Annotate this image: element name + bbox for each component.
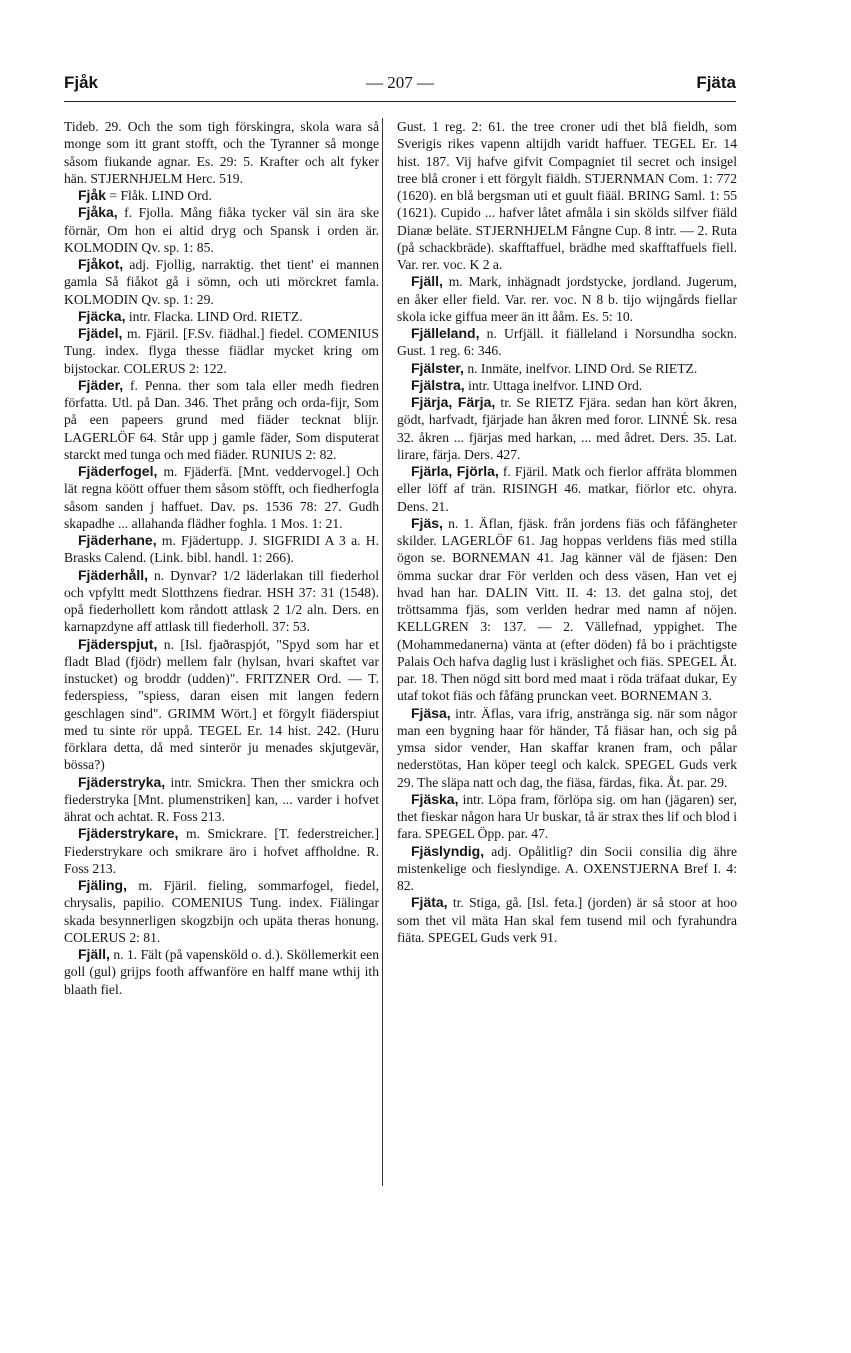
dictionary-entry xyxy=(64,377,379,463)
entry-headword: Fjälleland, xyxy=(411,325,480,341)
dictionary-entry xyxy=(64,774,379,826)
entry-text: intr. Smickra. Then ther smickra och fiederstryka [Mnt. plumenstriken] kan, ... varder i hofvet ährat och achtat. R. Foss 213. xyxy=(64,774,379,824)
entry-text: tr. Se RIETZ Fjära. sedan han kört åkren, gödt, harfvadt, fjärjade han åkren med foror. LINNÉ Sk. resa 32. åkren ... fjärjas med harkan, ... med ådret. Ders. 35. Lat. lirare, färja. Ders. 427. xyxy=(397,395,737,462)
entry-headword: Fjäderstryka, xyxy=(78,773,166,790)
dictionary-entry xyxy=(397,377,737,394)
dictionary-entry xyxy=(64,463,379,532)
entry-headword: Fjäll, xyxy=(78,946,110,962)
header-right-word: Fjäta xyxy=(696,73,736,92)
entry-headword: Fjädel, xyxy=(78,325,123,341)
entry-headword: Fjärja, Färja, xyxy=(411,394,496,410)
entry-text: m. Fjäderfä. [Mnt. veddervogel.] Och lät regna köött offuer them såsom stöfft, och fiedherfogla såsom sanden j haffuet. Dav. ps. 1536 78: 27. Gudh skapadhe ... allahanda flädher foghla. 1 Mos. 1: 21. xyxy=(64,464,379,531)
entry-text: Tideb. 29. Och the som tigh förskingra, skola wara så monge som itt grant stofft, och the Tyranner så monge såsom fiukande agnar. Es. 29: 5. Krafter och alt fyker hän. STJERNHJELM Herc. 519. xyxy=(64,119,379,186)
dictionary-entry xyxy=(64,187,379,204)
entry-headword: Fjåk xyxy=(78,187,107,203)
entry-text: adj. Fjollig, narraktig. thet tient' ei mannen gamla Så fiåkot gå i sömn, och uti mörckret famla. KOLMODIN Qv. sp. 1: 29. xyxy=(64,257,379,307)
entry-headword: Fjäderhane, xyxy=(78,532,157,548)
dictionary-entry xyxy=(64,877,379,946)
entry-headword: Fjäll, xyxy=(411,273,443,290)
entry-text: n. Inmäte, inelfvor. LIND Ord. Se RIETZ. xyxy=(467,360,698,376)
entry-text: adj. Opålitlig? din Socii consilia dig ähre mistenkelige och fieslyndige. A. OXENSTJERNA Bref I. 4: 82. xyxy=(397,843,737,893)
dictionary-entry xyxy=(64,532,379,567)
entry-text: m. Fjäril. [F.Sv. fiädhal.] fiedel. COMENIUS Tung. index. flyga thesse fiädlar mycket kring om bijstockar. COLERUS 2: 122. xyxy=(64,326,379,376)
entry-headword: Fjåkot, xyxy=(78,256,124,272)
entry-text: Gust. 1 reg. 2: 61. the tree croner udi thet blå fieldh, som Sverigis rikes vapenn altijdh varidt haffuer. TEGEL Er. 14 hist. 187. Vij hafve gifvit Compagniet til secret och insigel tree blå croner i ett förgylt fiäldh. STJERNMAN Com. 1: 772 (1620). en blå bergsman uti et guult fiääl. BRING Saml. 1: 55 (1621). Cupido ... hafver låtet afmåla i sin skölds silfver fiäld Dianæ beläte. STJERNHJELM Fångne Cup. 8 intr. — 2. Ruta (på schackbräde). skafftaffuel, brädhe med skafftaffuels fiell. Var. rer. voc. K 2 a. xyxy=(397,119,737,272)
entry-headword: Fjäling, xyxy=(78,877,127,893)
dictionary-entry xyxy=(64,118,379,187)
entry-text: intr. Äflas, vara ifrig, anstränga sig. när som någor man een bygning haar för händer, Tå fiäsar han, och sig på ymsa sidor vender, Han skaffar kranen fram, och pålar nederstötas, Han köper teegl och kalck. SPEGEL Guds verk 29. The släpa natt och dag, the fiäsa, färdas, fika. Åt. par. 29. xyxy=(397,705,737,790)
dictionary-entry xyxy=(64,567,379,636)
dictionary-entry xyxy=(397,360,737,377)
entry-headword: Fjälstra, xyxy=(411,376,465,393)
entry-text: intr. Flacka. LIND Ord. RIETZ. xyxy=(128,308,303,324)
dictionary-entry xyxy=(397,273,737,325)
entry-headword: Fjärla, Fjörla, xyxy=(411,463,499,479)
dictionary-entry xyxy=(397,791,737,843)
dictionary-entry xyxy=(397,118,737,273)
entry-headword: Fjäska, xyxy=(411,790,459,807)
entry-text: intr. Uttaga inelfvor. LIND Ord. xyxy=(468,377,643,393)
entry-headword: Fjäslyndig, xyxy=(411,842,485,859)
header-left-word: Fjåk xyxy=(64,73,99,92)
entry-text: m. Fjäril. fieling, sommarfogel, fiedel, chrysalis, papilio. COMENIUS Tung. index. Fiälingar skada besynnerligen skogzbijn och upäta theras honung. COLERUS 2: 81. xyxy=(64,878,380,945)
dictionary-entry xyxy=(397,394,737,463)
column-divider xyxy=(382,118,383,1186)
dictionary-entry xyxy=(397,515,737,705)
dictionary-entry xyxy=(64,946,379,998)
dictionary-entry xyxy=(397,705,737,791)
entry-text: m. Mark, inhägnadt jordstycke, jordland. Jugerum, en åker eller field. Var. rer. voc. N 8 b. tijo wijngårds fiellar skola icke giffua meer än itt ååm. Es. 5: 10. xyxy=(397,274,737,324)
entry-text: tr. Stiga, gå. [Isl. feta.] (jorden) är så stoor at hoo som thet vil mäta Han skal fem tusend mil och fyrahundra fiäta. SPEGEL Guds verk 91. xyxy=(397,895,737,945)
entry-text: n. 1. Äflan, fjäsk. från jordens fiäs och fåfängheter skilder. LAGERLÖF 61. Jag hoppas verldens fiäs med stilla ögon se. BORNEMAN 41. Jag känner väl de fjäsen: Den ömma suckar drar För verlden och dess väsen, Han vet ej hvad han har. DALIN Vitt. II. 4: 13. det galna stoj, det tröttsamma fjäs, som verlden hedrar med namn af nöjen. KELLGREN 3: 137. — 2. Vällefnad, yppighet. The (Mohammedanerna) vänta at (efter döden) få bo i prächtigste Palais Och hafva daglig lust i kräslighet och fiäs. SPEGEL Åt. par. 18. Then nögd sitt bord med maat i röda träfaat dukar, Ey utaf tokot fiäs och fåfäng prunckan veet. BORNEMAN 3. xyxy=(397,515,737,704)
entry-headword: Fjäderspjut, xyxy=(78,635,158,652)
header-rule xyxy=(64,101,736,102)
dictionary-entry xyxy=(397,463,737,515)
entry-text: n. Urfjäll. it fiälleland i Norsundha sockn. Gust. 1 reg. 6: 346. xyxy=(397,326,737,359)
entry-text: m. Smickrare. [T. federstreicher.] Fiederstrykare och smikrare äro i hofvet affholdne. R. Foss 213. xyxy=(64,826,379,876)
entry-text: f. Penna. ther som tala eller medh fiedren författa. Utl. på Dan. 346. Thet prång och orda-fijr, Som på een papeers grund med fiäder tecknat blijr. LAGERLÖF 64. Står upp j gamle fäder, Som disputerat starckt med tunga och med fiäder. RUNIUS 2: 82. xyxy=(64,377,379,462)
dictionary-entry xyxy=(64,256,379,308)
entry-headword: Fjäsa, xyxy=(411,704,451,721)
dictionary-entry xyxy=(397,843,737,895)
entry-headword: Fjäta, xyxy=(411,894,448,911)
entry-text: = Flåk. LIND Ord. xyxy=(109,188,212,203)
entry-text: f. Fjolla. Mång fiåka tycker väl sin ära ske förnär, Om hon ei altid dryg och Spansk i orden är. KOLMODIN Qv. sp. 1: 85. xyxy=(64,205,379,255)
entry-text: n. 1. Fält (på vapensköld o. d.). Sköllemerkit een goll (gul) grijps footh affwanföre en halff mane wthij ith blaath fiel. xyxy=(64,947,379,997)
page-number: — 207 — xyxy=(366,73,434,92)
entry-text: n. Dynvar? 1/2 läderlakan till fiederhol och vpfyltt medt Slotthzens fiedrar. HSH 37: 31 (1548). opå fiederhollett kom råndott attlask 2 1/2 aln. Ders. en karnapzdyne aff attlask till fiederholl. 37: 53. xyxy=(64,567,379,635)
entry-headword: Fjäderfogel, xyxy=(78,463,158,479)
entry-headword: Fjäderhåll, xyxy=(78,566,149,583)
entry-text: intr. Löpa fram, förlöpa sig. om han (jägaren) ser, thet fieskar någon hara Ur buskar, tå är strax thes lif och blod i fara. SPEGEL Öpp. par. 47. xyxy=(397,791,737,842)
entry-headword: Fjäder, xyxy=(78,376,124,393)
dictionary-entry xyxy=(397,894,737,946)
entry-headword: Fjåka, xyxy=(78,204,118,221)
left-column xyxy=(64,118,379,998)
right-column xyxy=(397,118,737,946)
entry-headword: Fjäderstrykare, xyxy=(78,825,179,842)
entry-text: f. Fjäril. Matk och fierlor affräta blommen eller löff af trän. RISINGH 46. matkar, fiörlor etc. ohyra. Dens. 21. xyxy=(397,464,737,514)
dictionary-entry xyxy=(64,308,379,325)
dictionary-entry xyxy=(64,204,379,256)
dictionary-entry xyxy=(64,636,379,774)
entry-headword: Fjäs, xyxy=(411,514,443,531)
entry-text: n. [Isl. fjaðraspjót, "Spyd som har et fladt Blad (fjödr) mellem falr (hylsan, hvari skaftet var instucket) og broddr (udden)". FRITZNER Ord. — T. federspiess, "spiess, daran eisen mit langen federn geschlagen sind". GRIMM Wört.] et förgylt fiäderspiut med tu sinte rör uppå. TEGEL Er. 14 hist. 242. (Huru förklara detta, då med sinterör ju menades skjutgevär, bössa?) xyxy=(64,636,379,773)
dictionary-entry xyxy=(64,325,379,377)
entry-headword: Fjälster, xyxy=(411,359,464,376)
entry-text: m. Fjädertupp. J. SIGFRIDI A 3 a. H. Brasks Calend. (Link. bibl. handl. 1: 266). xyxy=(64,533,380,566)
page-header xyxy=(64,73,736,99)
dictionary-entry xyxy=(64,825,379,877)
dictionary-entry xyxy=(397,325,737,360)
entry-headword: Fjäcka, xyxy=(78,307,126,324)
